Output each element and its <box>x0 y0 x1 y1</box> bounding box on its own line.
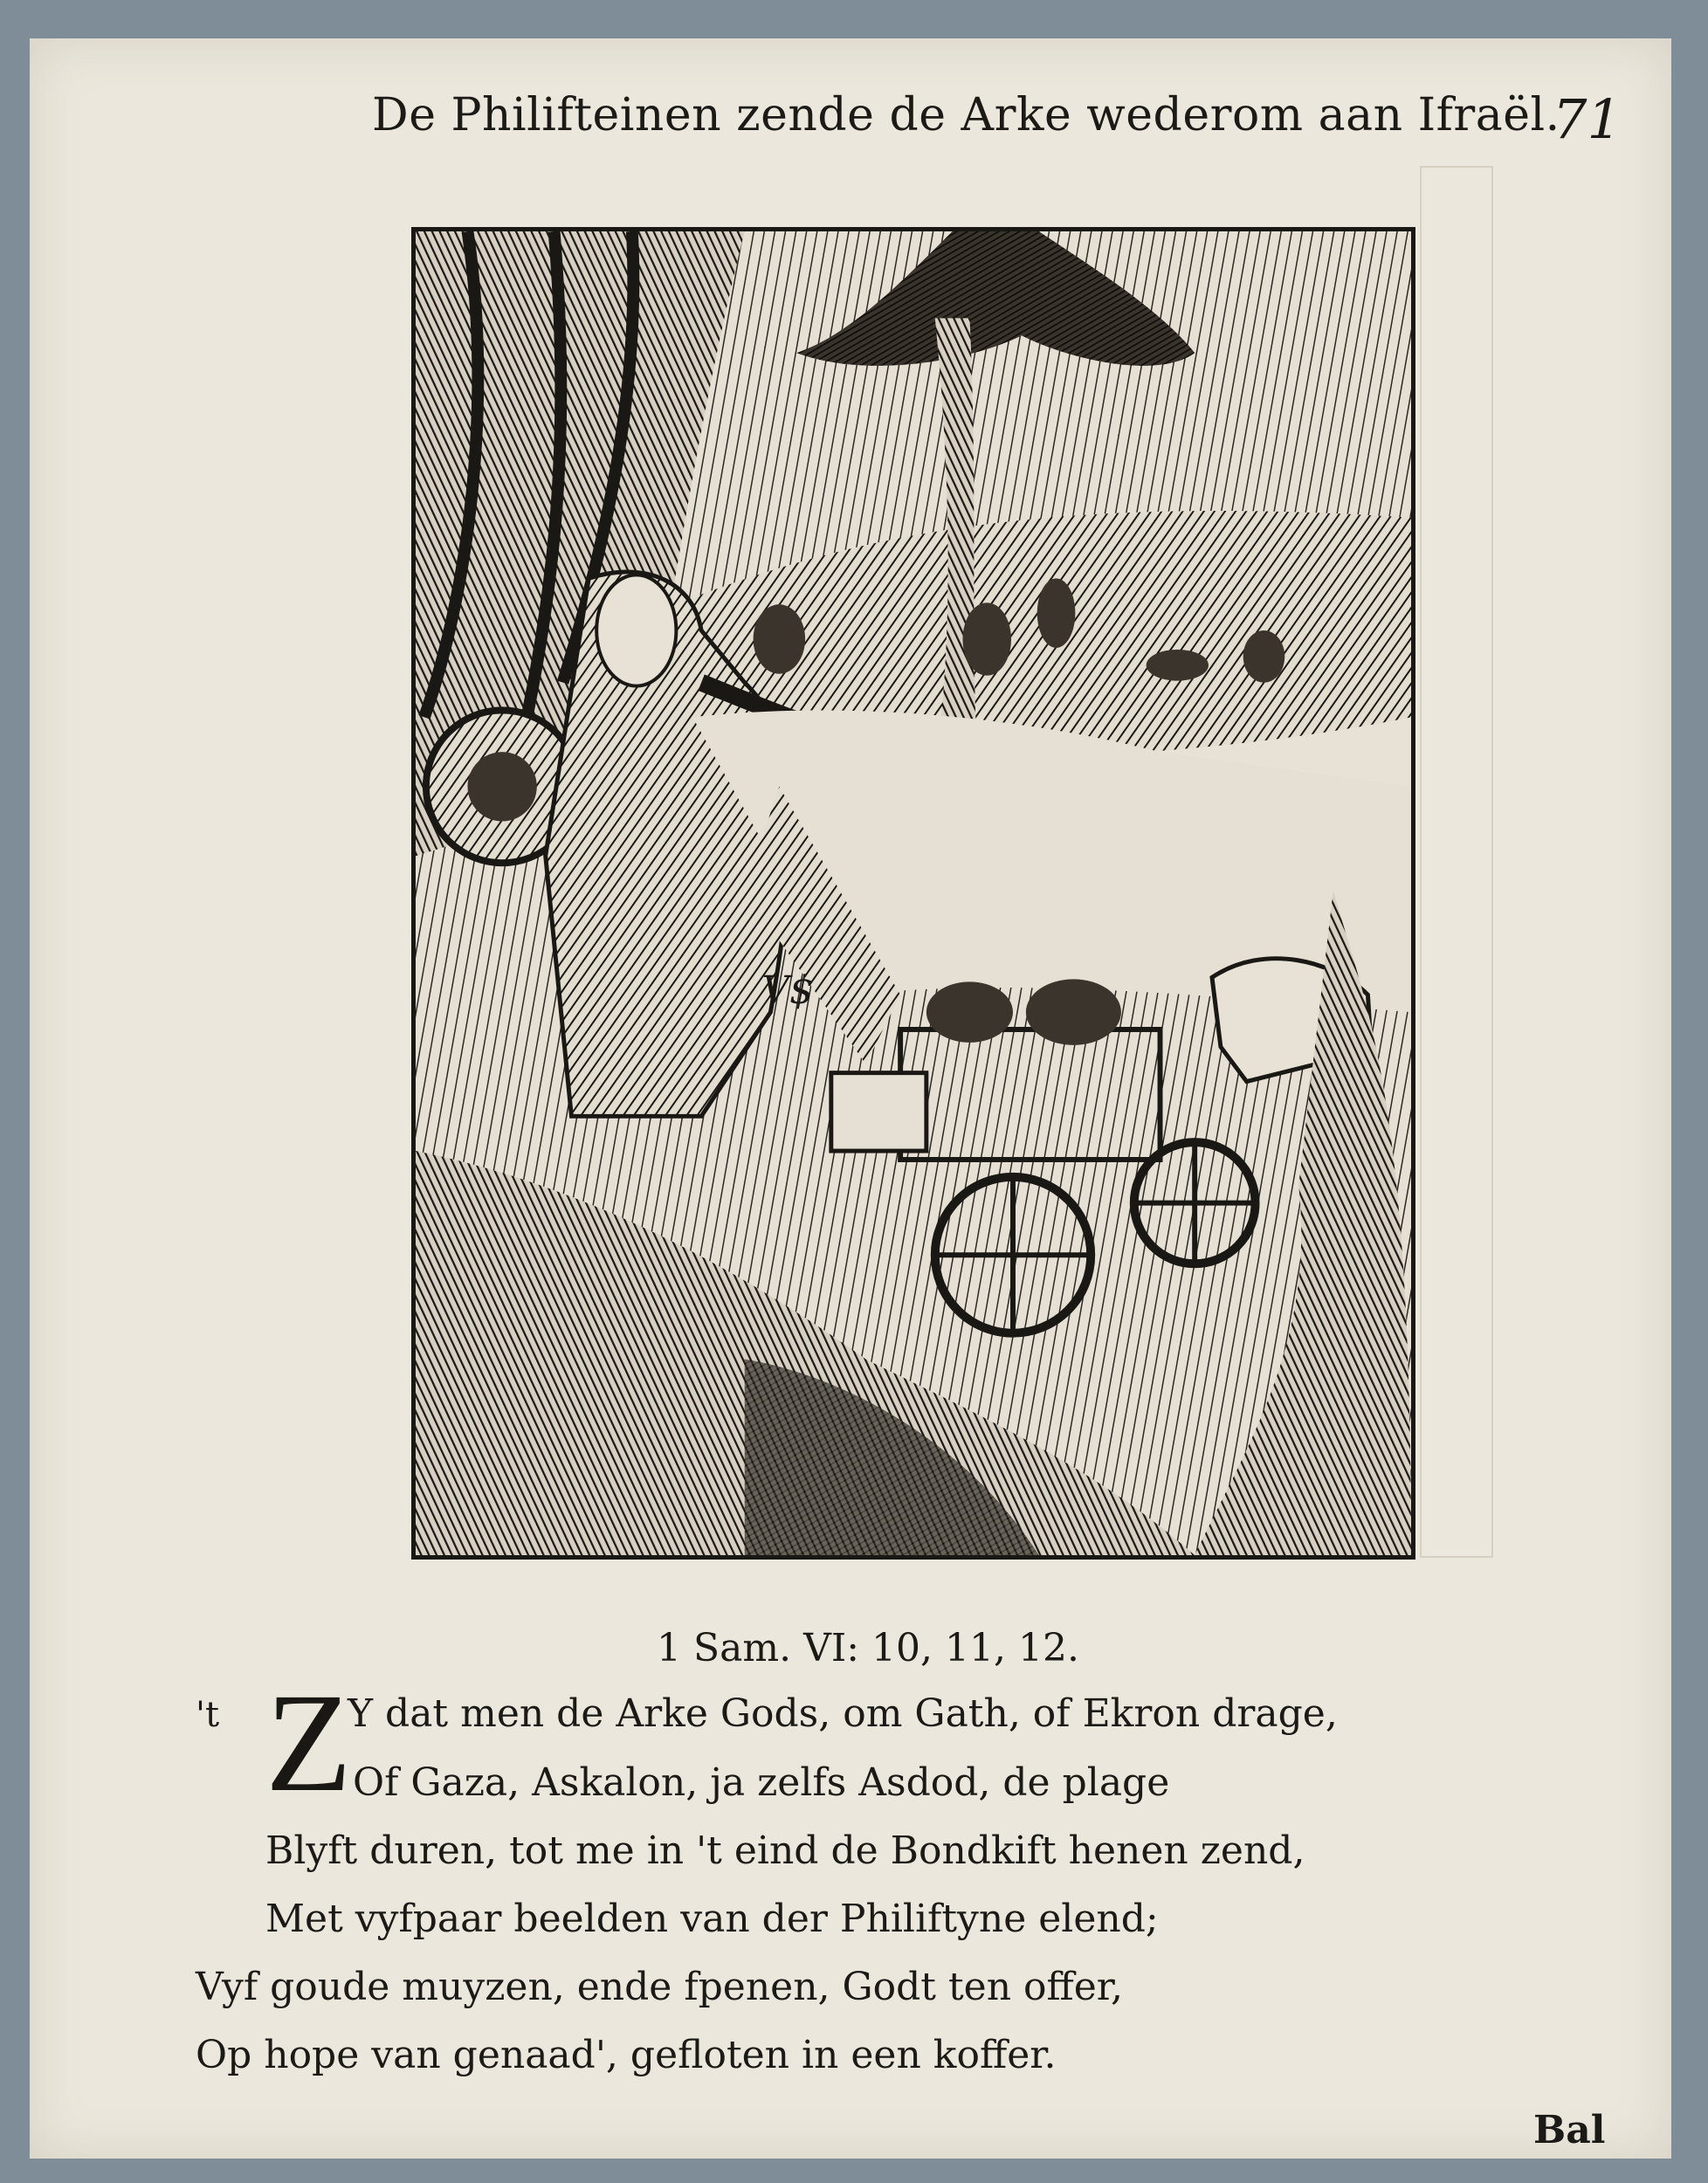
page-number: 71 <box>1553 87 1622 151</box>
verse-line-3: Blyft duren, tot me in 't eind de Bondkift henen zend, <box>265 1828 1305 1873</box>
verse-line-6: Op hope van genaad', gefloten in een koffer. <box>196 2033 1057 2077</box>
verse-block <box>196 1665 1523 2090</box>
engraver-monogram: V$ <box>761 968 814 1014</box>
verse-line-4: Met vyfpaar beelden van der Philiftyne elend; <box>265 1897 1159 1941</box>
catchword: Bal <box>1533 2108 1606 2152</box>
running-title: De Philifteinen zende de Arke wederom aan Ifraël. <box>372 89 1560 141</box>
verse-prefix: 't <box>196 1695 220 1735</box>
figure-head <box>596 575 676 685</box>
show-through-frame <box>1420 166 1493 1558</box>
shield-boss <box>467 752 536 821</box>
drop-capital: Z <box>265 1665 352 1821</box>
page-sheet <box>30 38 1671 2159</box>
verse-line-2: Of Gaza, Askalon, ja zelfs Asdod, de plage <box>353 1760 1170 1805</box>
scripture-reference: 1 Sam. VI: 10, 11, 12. <box>657 1626 1079 1670</box>
verse-line-5: Vyf goude muyzen, ende fpenen, Godt ten offer, <box>196 1965 1123 2009</box>
woodcut-illustration <box>411 227 1415 1560</box>
woodcut-scene <box>416 231 1411 1555</box>
verse-line-1: 't Y dat men de Arke Gods, om Gath, of Ekron drage, <box>196 1680 1523 1749</box>
